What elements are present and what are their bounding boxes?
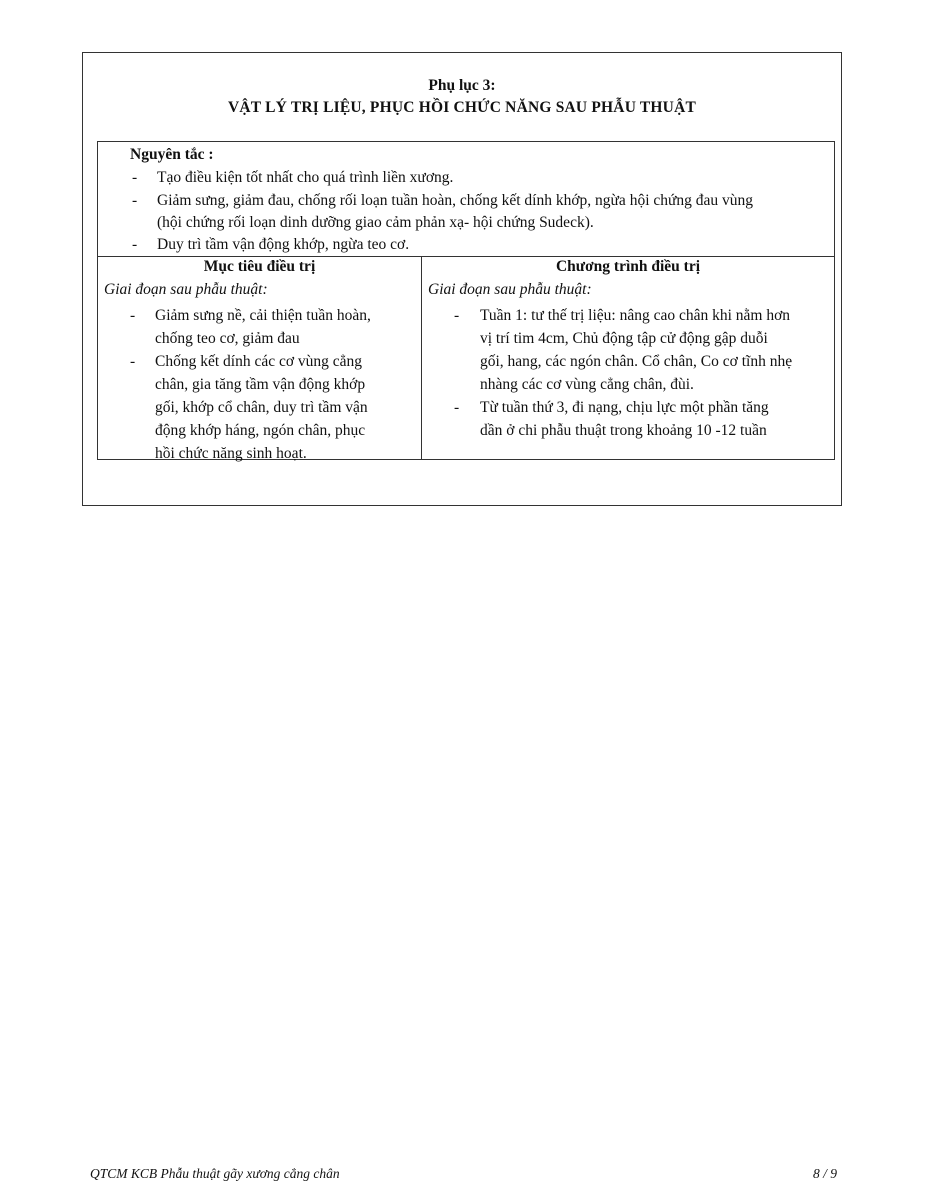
appendix-title: VẬT LÝ TRỊ LIỆU, PHỤC HỒI CHỨC NĂNG SAU PHẪU THUẬT xyxy=(227,99,697,116)
goals-column xyxy=(98,256,422,462)
footer-page-number: 8 / 9 xyxy=(812,1166,837,1181)
program-stage: Giai đoạn sau phẫu thuật: xyxy=(428,281,592,298)
program-column xyxy=(422,256,834,459)
program-item: - Tuần 1: tư thế trị liệu: nâng cao chân khi nằm hơn vị trí tim 4cm, Chủ động tập cử động gập duỗi gối, hang, các ngón chân. Cổ chân, Co cơ tĩnh nhẹ nhàng các cơ vùng cẳng chân, đùi. xyxy=(454,307,793,393)
program-item: - Từ tuần thứ 3, đi nạng, chịu lực một phần tăng dần ở chi phẫu thuật trong khoảng 10 -12 tuần xyxy=(454,399,769,439)
appendix-label: Phụ lục 3: xyxy=(428,77,496,94)
program-header: Chương trình điều trị xyxy=(555,258,701,275)
goals-header: Mục tiêu điều trị xyxy=(203,258,316,275)
treatment-table xyxy=(97,141,835,460)
principles-section: Nguyên tắc : - Tạo điều kiện tốt nhất cho quá trình liền xương. - Giảm sưng, giảm đau, chống rối loạn tuần hoàn, chống kết dính khớp, ngừa hội chứng đau vùng (hội chứng rối loạn dinh dưỡng giao cảm phản xạ- hội chứng Sudeck). - Duy trì tầm vận động khớp, ngừa teo cơ. xyxy=(98,142,834,257)
footer-document-title: QTCM KCB Phẫu thuật gãy xương cẳng chân xyxy=(90,1166,340,1181)
goal-item: - Chống kết dính các cơ vùng cẳng chân, gia tăng tầm vận động khớp gối, khớp cổ chân, duy trì tầm vận động khớp háng, ngón chân, phục hồi chức năng sinh hoạt. xyxy=(130,353,368,462)
goal-item: - Giảm sưng nề, cải thiện tuần hoàn, chống teo cơ, giảm đau xyxy=(130,307,371,347)
goals-stage: Giai đoạn sau phẫu thuật: xyxy=(104,281,268,298)
principles-title: Nguyên tắc : xyxy=(130,146,214,163)
